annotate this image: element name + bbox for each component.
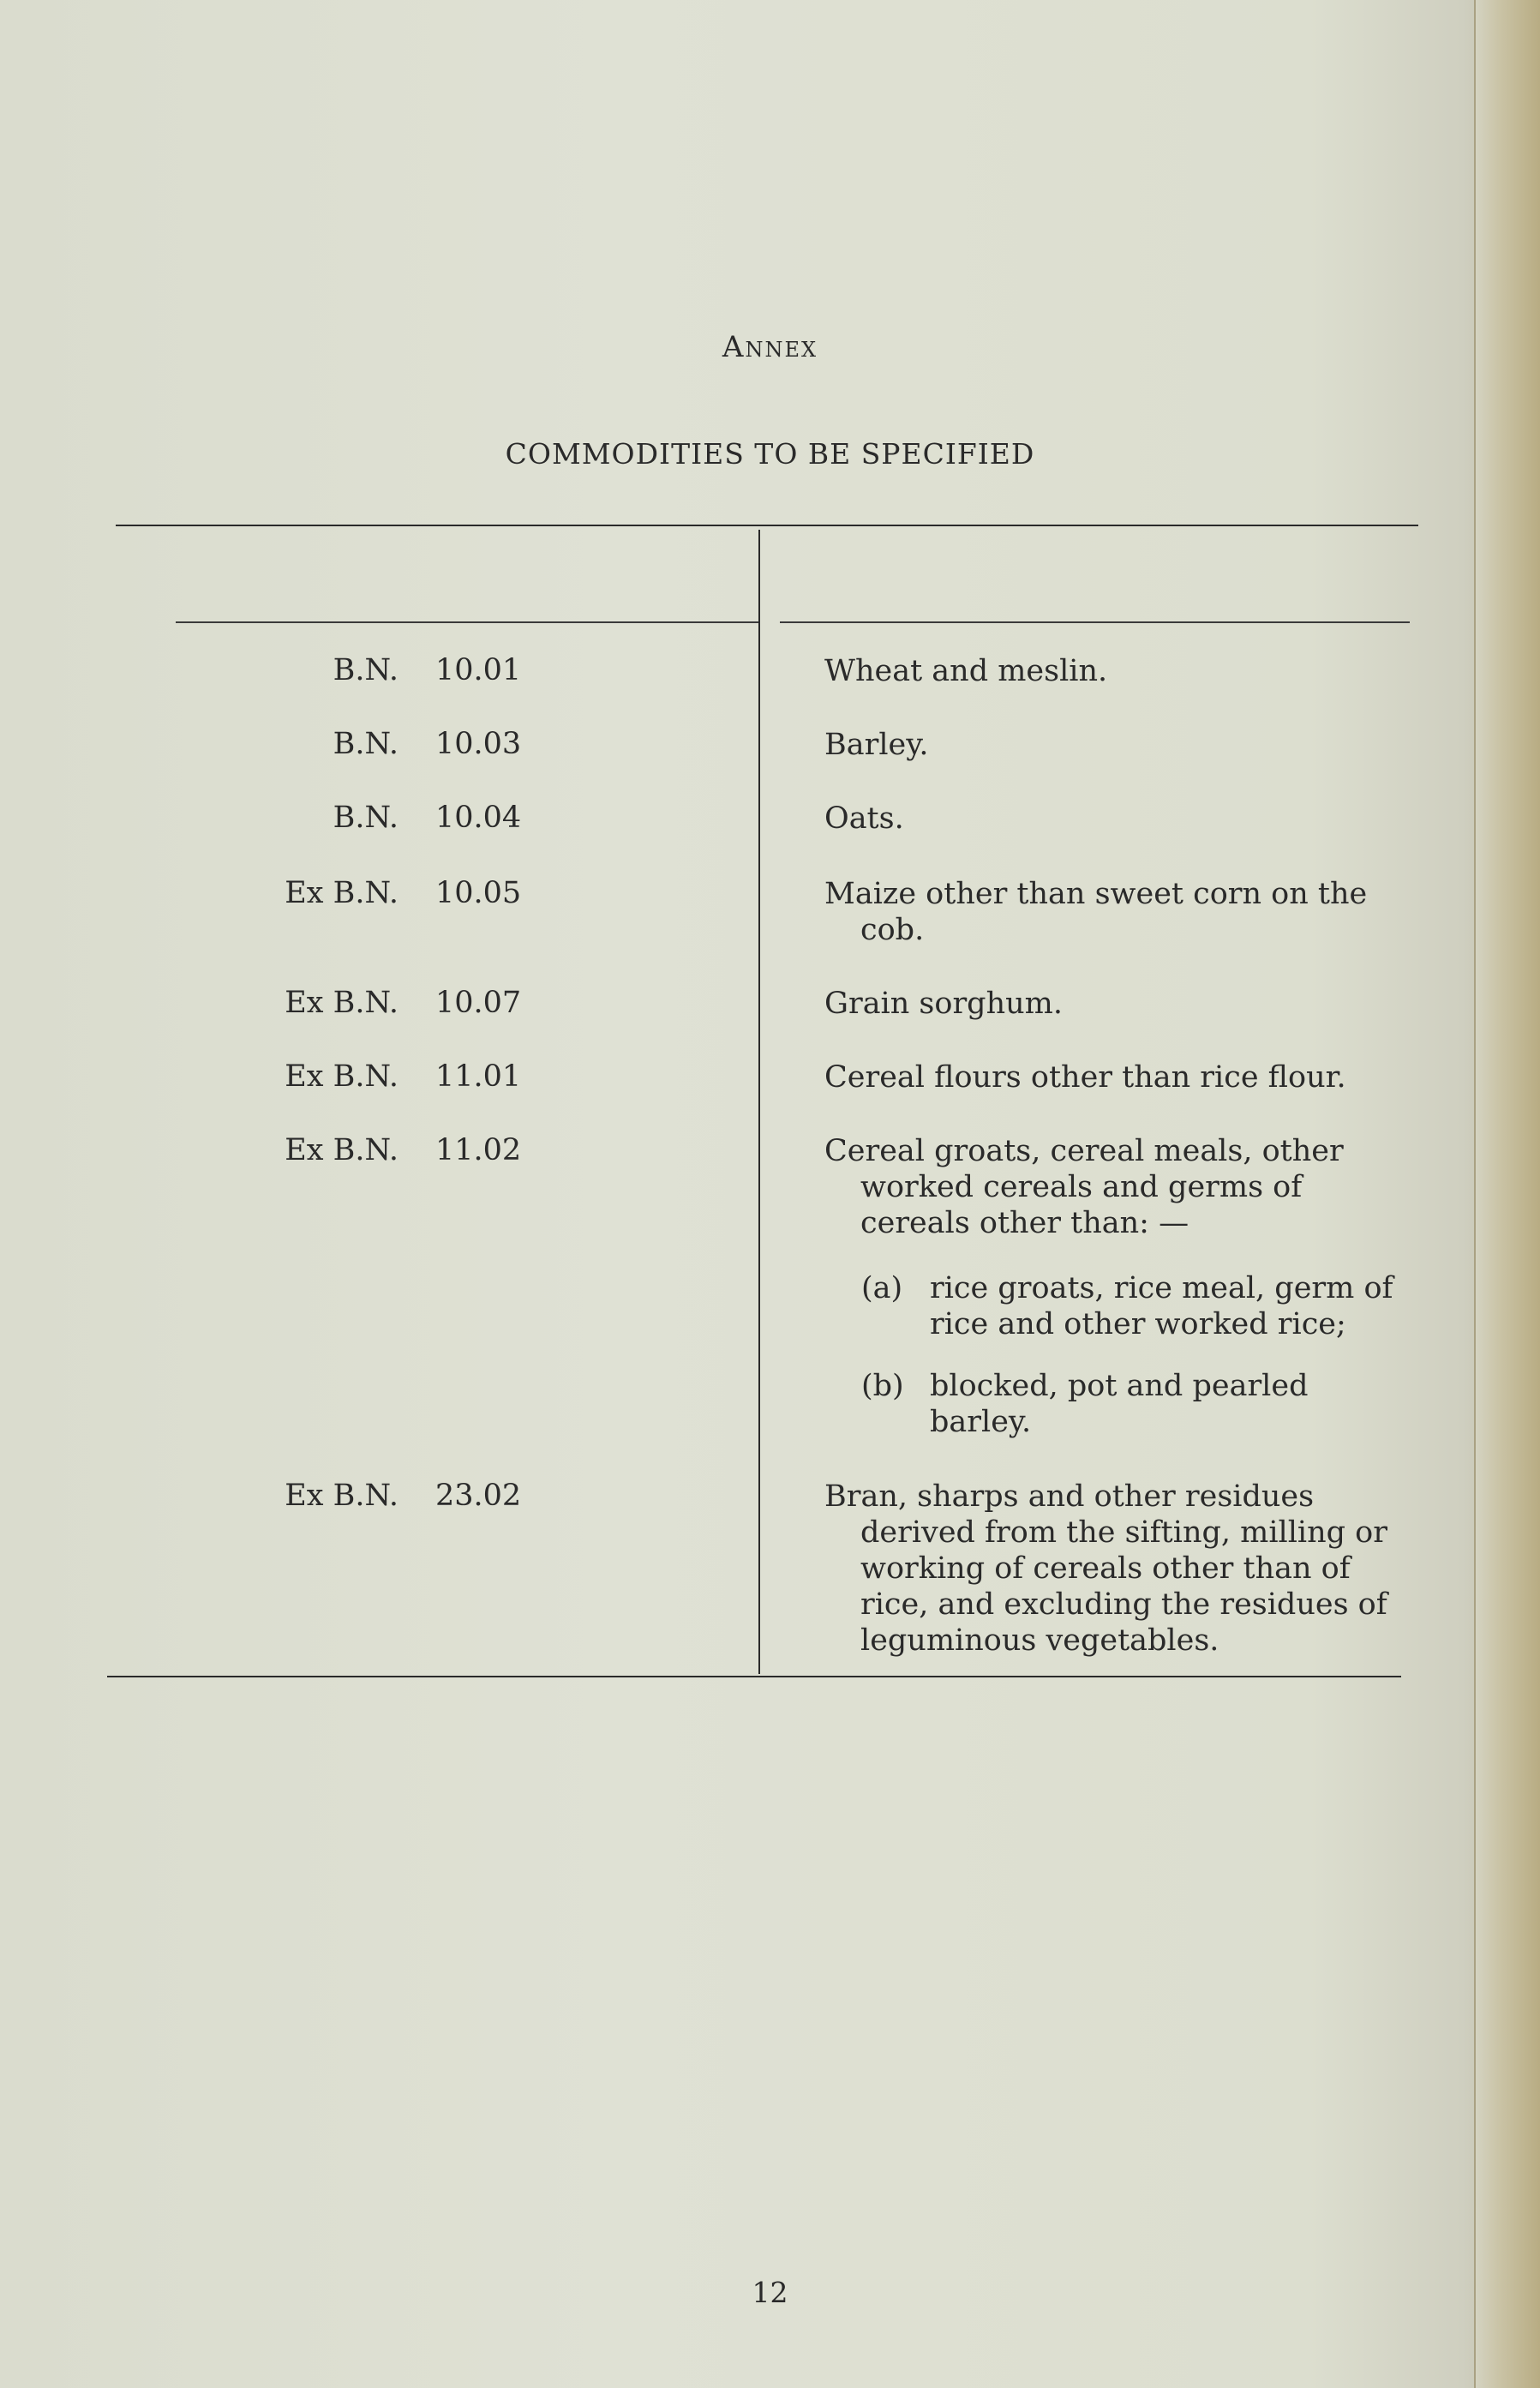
description-line: Maize other than sweet corn on the: [824, 877, 1368, 911]
commodity-description: [824, 876, 1424, 948]
column-header-rule-left: [176, 621, 758, 623]
sub-item-label: (b): [861, 1369, 904, 1403]
tariff-code: B.N.: [333, 801, 398, 835]
tariff-code: Ex B.N.: [285, 1479, 398, 1513]
description-line: Cereal groats, cereal meals, other: [824, 1134, 1344, 1168]
page-title: COMMODITIES TO BE SPECIFIED: [505, 437, 1035, 471]
sub-item-line: barley.: [930, 1405, 1032, 1439]
sub-item-line: rice and other worked rice;: [930, 1307, 1346, 1341]
sub-item: [861, 1368, 1418, 1440]
commodity-description: [824, 1479, 1424, 1659]
description-line: Barley.: [824, 728, 929, 762]
tariff-number: 10.05: [435, 876, 522, 910]
table-bottom-rule: [107, 1676, 1401, 1677]
commodity-description: [824, 653, 1424, 689]
commodity-description: [824, 1133, 1424, 1241]
description-line: worked cereals and germs of: [860, 1170, 1303, 1204]
description-line: Grain sorghum.: [824, 987, 1063, 1021]
tariff-code: Ex B.N.: [285, 986, 398, 1020]
tariff-number: 11.02: [435, 1133, 522, 1167]
description-line: rice, and excluding the residues of: [860, 1587, 1387, 1622]
commodity-description: [824, 1059, 1424, 1095]
page-number: 12: [752, 2276, 788, 2309]
description-line: leguminous vegetables.: [860, 1623, 1219, 1658]
description-line: Bran, sharps and other residues: [824, 1479, 1315, 1514]
sub-item-label: (a): [861, 1271, 903, 1305]
column-header-rule-right: [780, 621, 1410, 623]
tariff-code: Ex B.N.: [285, 1133, 398, 1167]
description-line: cob.: [860, 913, 925, 947]
sub-item-line: blocked, pot and pearled: [930, 1369, 1309, 1403]
tariff-number: 23.02: [435, 1479, 522, 1513]
table-top-rule: [116, 525, 1418, 526]
commodity-description: [824, 801, 1424, 837]
sub-item: [861, 1270, 1418, 1342]
description-line: derived from the sifting, milling or: [860, 1515, 1387, 1550]
commodity-description: [824, 727, 1424, 763]
sub-item-line: rice groats, rice meal, germ of: [930, 1271, 1393, 1305]
description-line: Cereal flours other than rice flour.: [824, 1060, 1346, 1095]
description-line: Wheat and meslin.: [824, 654, 1108, 688]
tariff-number: 10.07: [435, 986, 522, 1020]
tariff-code: Ex B.N.: [285, 876, 398, 910]
tariff-code: Ex B.N.: [285, 1059, 398, 1094]
tariff-number: 11.01: [435, 1059, 522, 1094]
description-line: Oats.: [824, 801, 904, 836]
annex-heading: Annex: [722, 330, 818, 364]
tariff-number: 10.01: [435, 653, 522, 687]
tariff-code: B.N.: [333, 653, 398, 687]
tariff-code: B.N.: [333, 727, 398, 761]
tariff-number: 10.04: [435, 801, 522, 835]
column-divider: [758, 530, 760, 1674]
description-line: working of cereals other than of: [860, 1551, 1351, 1586]
description-line: cereals other than: —: [860, 1206, 1189, 1240]
tariff-number: 10.03: [435, 727, 522, 761]
commodity-description: [824, 986, 1424, 1022]
